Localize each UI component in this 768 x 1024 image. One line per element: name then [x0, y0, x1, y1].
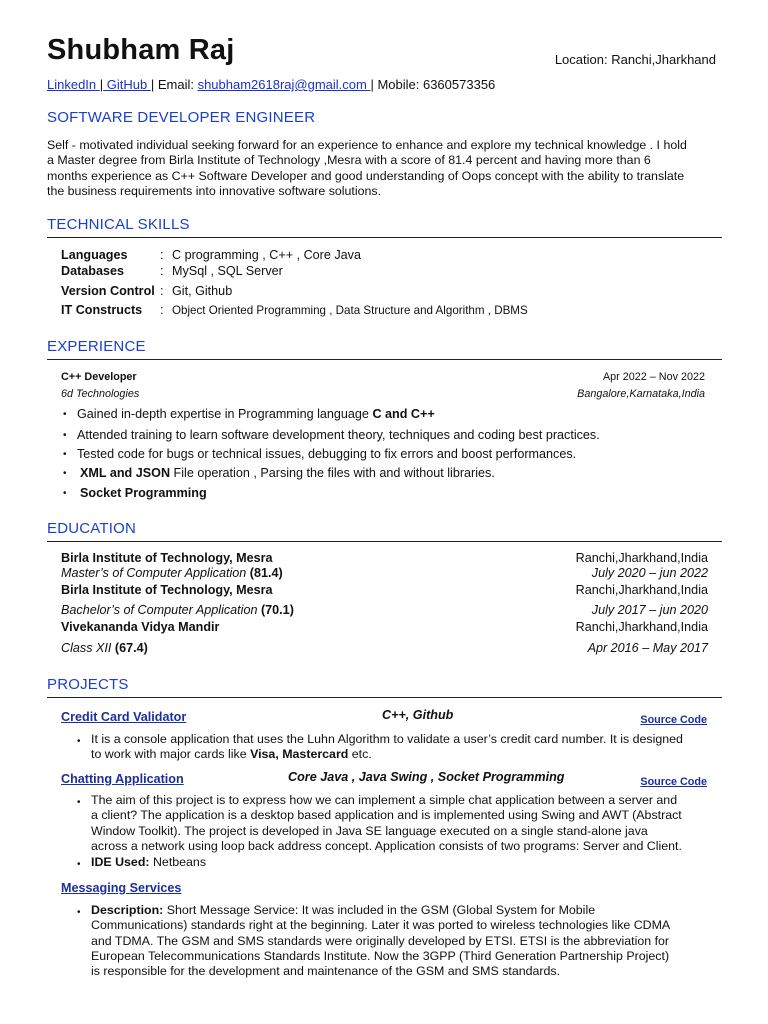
degree: Bachelor’s of Computer Application (70.1) — [61, 603, 294, 617]
skill-key: Languages — [61, 248, 128, 262]
section-divider — [47, 359, 722, 360]
candidate-name: Shubham Raj — [47, 34, 235, 66]
resume-page — [47, 0, 722, 1024]
summary-text — [47, 138, 722, 199]
contact-line — [47, 77, 495, 92]
experience-bullet: • XML and JSON File operation , Parsing the files with and without libraries. — [63, 466, 495, 480]
project-tech: C++, Github — [382, 708, 454, 722]
summary-heading: SOFTWARE DEVELOPER ENGINEER — [47, 109, 316, 126]
mobile: | Mobile: 6360573356 — [370, 77, 496, 92]
project-title-credit-card[interactable]: Credit Card Validator — [61, 710, 187, 724]
degree: Master’s of Computer Application (81.4) — [61, 566, 283, 580]
skill-row: IT Constructs : Object Oriented Programming , Data Structure and Algorithm , DBMS — [61, 303, 528, 317]
skill-key: IT Constructs — [61, 303, 143, 317]
project-ide: • IDE Used: Netbeans — [77, 855, 207, 870]
school-location: Ranchi,Jharkhand,India — [575, 620, 708, 634]
experience-bullet: • Socket Programming — [63, 486, 207, 500]
school-name: Birla Institute of Technology, Mesra — [61, 583, 273, 597]
school-name: Vivekananda Vidya Mandir — [61, 620, 220, 634]
location: Location: Ranchi,Jharkhand — [554, 52, 716, 67]
github-link[interactable]: GitHub — [103, 77, 151, 92]
skill-row: Databases : MySql , SQL Server — [61, 264, 283, 278]
school-location: Ranchi,Jharkhand,India — [575, 583, 708, 597]
project-title-messaging[interactable]: Messaging Services — [61, 881, 182, 895]
skill-value: MySql , SQL Server — [172, 264, 283, 278]
job-dates: Apr 2022 – Nov 2022 — [602, 371, 705, 383]
skill-value: Object Oriented Programming , Data Structure and Algorithm , DBMS — [172, 304, 528, 317]
degree-dates: July 2017 – jun 2020 — [591, 603, 708, 617]
skills-heading: TECHNICAL SKILLS — [47, 216, 190, 233]
job-location: Bangalore,Karnataka,India — [577, 388, 705, 400]
section-divider — [47, 237, 722, 238]
projects-heading: PROJECTS — [47, 676, 129, 693]
experience-heading: EXPERIENCE — [47, 338, 146, 355]
experience-bullet: • Tested code for bugs or technical issues, debugging to fix errors and boost performances. — [63, 447, 577, 461]
summary-line: months experience as C++ Software Developer and good understanding of Oops concept with the ability to translate — [47, 168, 685, 183]
project-description: • It is a console application that uses the Luhn Algorithm to validate a user’s credit card number. It is designed to work with major cards like Visa, Mastercard etc. — [77, 732, 683, 762]
project-tech: Core Java , Java Swing , Socket Programming — [288, 770, 565, 784]
section-divider — [47, 541, 722, 542]
skill-row: Languages : C programming , C++ , Core Java — [61, 248, 361, 262]
experience-bullet: • Attended training to learn software development theory, techniques and coding best practices. — [63, 428, 600, 442]
school-location: Ranchi,Jharkhand,India — [575, 551, 708, 565]
degree-dates: Apr 2016 – May 2017 — [587, 641, 708, 655]
experience-bullet: • Gained in-depth expertise in Programming language C and C++ — [63, 407, 435, 421]
skill-row: Version Control : Git, Github — [61, 284, 233, 298]
skill-value: Git, Github — [172, 284, 233, 298]
email-link[interactable]: shubham2618raj@gmail.com — [197, 77, 371, 92]
section-divider — [47, 697, 722, 698]
project-description: • The aim of this project is to express how we can implement a simple chat application between a server and a client? The application is a desktop based application and is implemented using Swing and AWT (Abstract Window Toolkit). The project is developed in Java SE language executed on a single stand-alone java across a network using loop back address concept. Application consists of two programs: Server and Client. — [77, 793, 682, 853]
skill-value: C programming , C++ , Core Java — [172, 248, 361, 262]
summary-line: the business requirements into innovative software solutions. — [47, 183, 382, 198]
skill-key: Databases — [61, 264, 125, 278]
job-company: 6d Technologies — [61, 388, 140, 400]
separator: | — [99, 77, 104, 92]
source-code-link[interactable]: Source Code — [640, 776, 707, 788]
job-role: C++ Developer — [61, 371, 137, 383]
education-heading: EDUCATION — [47, 520, 137, 537]
project-title-chatting[interactable]: Chatting Application — [61, 772, 184, 786]
project-description: • Description: Short Message Service: It was included in the GSM (Global System for Mobile Communications) standards right at the beginning. Later it was ported to wireless technologies like CDMA and TDMA. The GSM and SMS standards were originally developed by ETSI. ETSI is the abbreviation for European Telecommunications Standards Institute. Now the 3GPP (Third Generation Partnership Project) is responsible for the development and maintenance of the GSM and SMS standards. — [77, 903, 671, 979]
skill-key: Version Control — [61, 284, 155, 298]
source-code-link[interactable]: Source Code — [640, 714, 707, 726]
degree: Class XII (67.4) — [61, 641, 148, 655]
summary-line: a Master degree from Birla Institute of Technology ,Mesra with a score of 81.4 percent and having more than 6 — [47, 153, 651, 168]
email-label: | Email: — [150, 77, 198, 92]
linkedin-link[interactable]: LinkedIn — [47, 77, 100, 92]
degree-dates: July 2020 – jun 2022 — [591, 566, 708, 580]
school-name: Birla Institute of Technology, Mesra — [61, 551, 273, 565]
summary-line: Self - motivated individual seeking forward for an experience to enhance and explore my technical knowledge . I hold — [47, 138, 687, 152]
